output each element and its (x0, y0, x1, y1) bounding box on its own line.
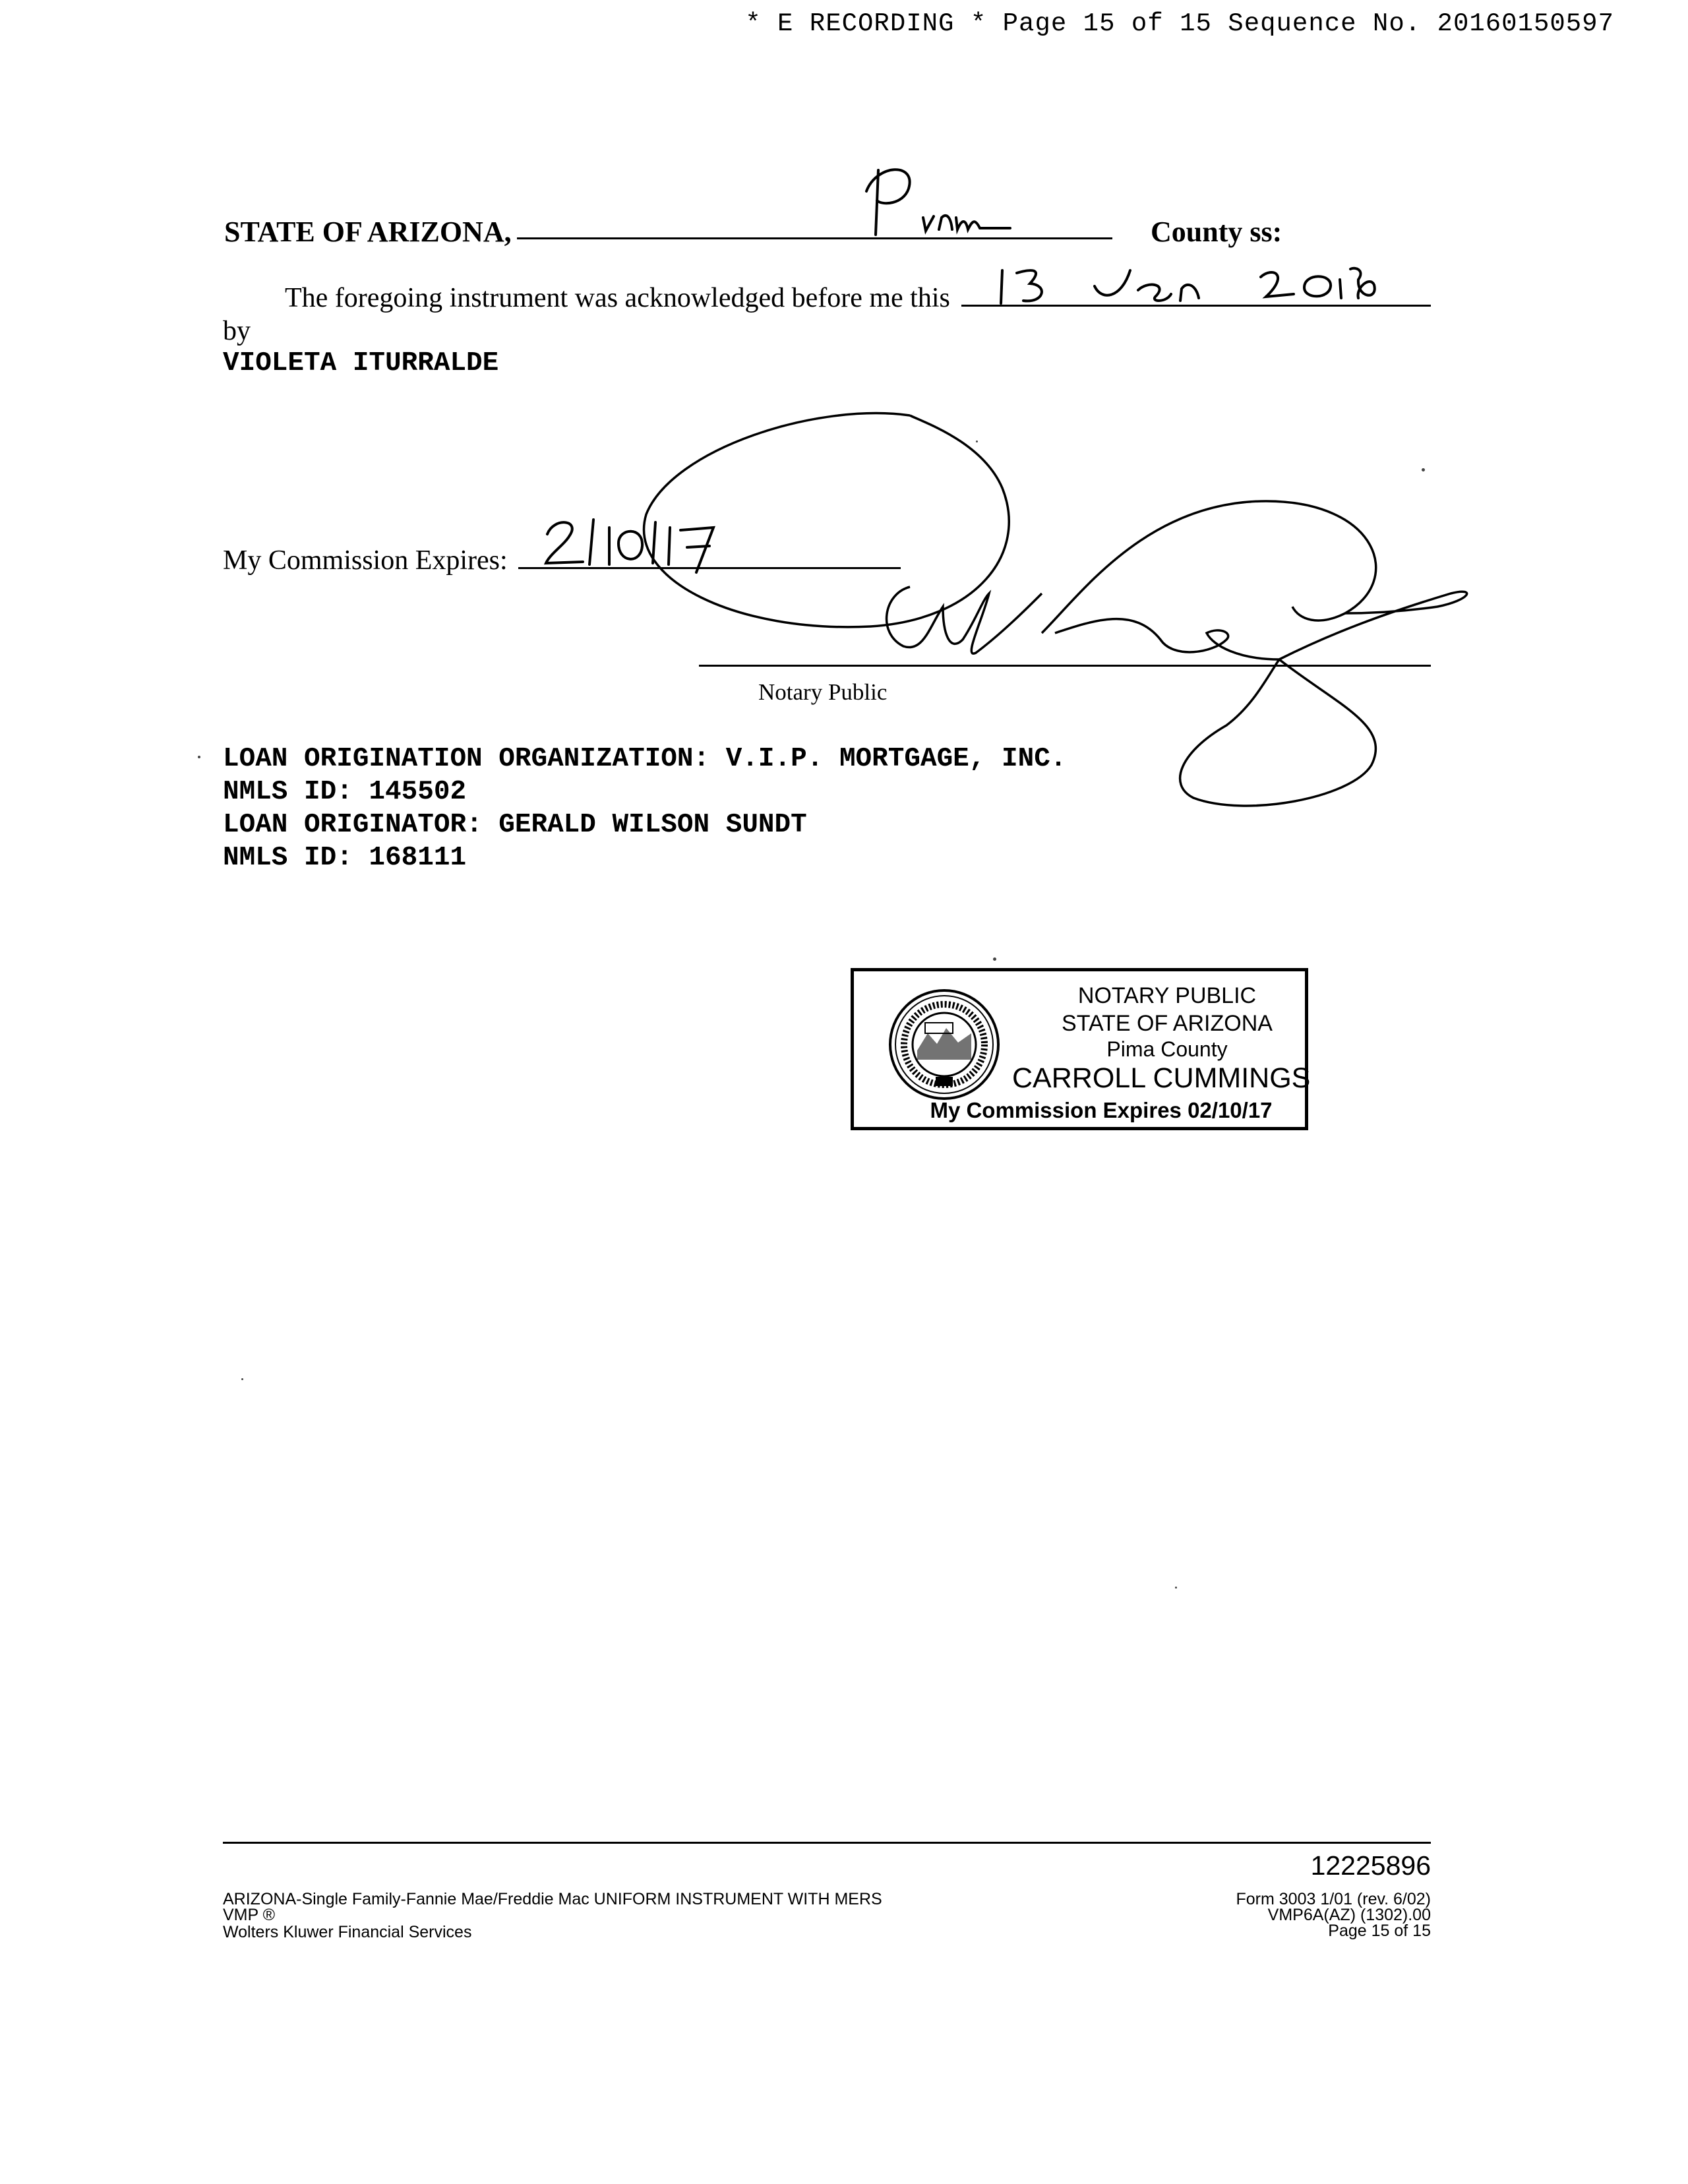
arizona-seal-icon (887, 987, 1002, 1102)
scan-speck (241, 1378, 243, 1380)
scan-speck (976, 440, 978, 442)
loan-originator: LOAN ORIGINATOR: GERALD WILSON SUNDT (223, 810, 807, 840)
stamp-county: Pima County (1106, 1037, 1228, 1061)
stamp-notary-name: CARROLL CUMMINGS (1012, 1062, 1311, 1094)
publisher: Wolters Kluwer Financial Services (223, 1923, 472, 1941)
scan-speck (1175, 1587, 1177, 1589)
scan-speck (993, 957, 996, 961)
recording-header: * E RECORDING * Page 15 of 15 Sequence No. 20160150597 (745, 9, 1614, 38)
document-number: 12225896 (1310, 1850, 1431, 1881)
notary-stamp (851, 968, 1311, 1130)
borrower-name: VIOLETA ITURRALDE (223, 348, 499, 379)
form-number: Form 3003 1/01 (rev. 6/02) (1236, 1890, 1431, 1908)
notary-signature-line (699, 665, 1431, 667)
date-handwriting (989, 261, 1424, 317)
form-code: VMP6A(AZ) (1302).00 (1267, 1906, 1431, 1924)
scan-speck (198, 756, 200, 758)
county-suffix: County ss: (1151, 216, 1282, 248)
stamp-title: NOTARY PUBLIC (1077, 983, 1257, 1008)
commission-label: My Commission Expires: (223, 545, 508, 576)
stamp-commission-expires: My Commission Expires 02/10/17 (930, 1098, 1273, 1122)
scan-speck (1422, 468, 1425, 471)
county-handwriting (857, 157, 1029, 246)
by-label: by (223, 316, 251, 346)
acknowledgment-text: The foregoing instrument was acknowledged before me this (285, 283, 950, 313)
stamp-state: STATE OF ARIZONA (1062, 1011, 1273, 1036)
footer-rule (223, 1842, 1431, 1844)
loan-origination-organization: LOAN ORIGINATION ORGANIZATION: V.I.P. MORTGAGE, INC. (223, 744, 1067, 774)
state-label: STATE OF ARIZONA, (224, 216, 512, 248)
organization-nmls-id: NMLS ID: 145502 (223, 777, 467, 807)
vmp-mark: VMP ® (223, 1906, 276, 1924)
page-number: Page 15 of 15 (1328, 1922, 1431, 1940)
originator-nmls-id: NMLS ID: 168111 (223, 843, 467, 873)
notary-public-label: Notary Public (758, 679, 888, 705)
form-title: ARIZONA-Single Family-Fannie Mae/Freddie Mac UNIFORM INSTRUMENT WITH MERS (223, 1890, 882, 1908)
